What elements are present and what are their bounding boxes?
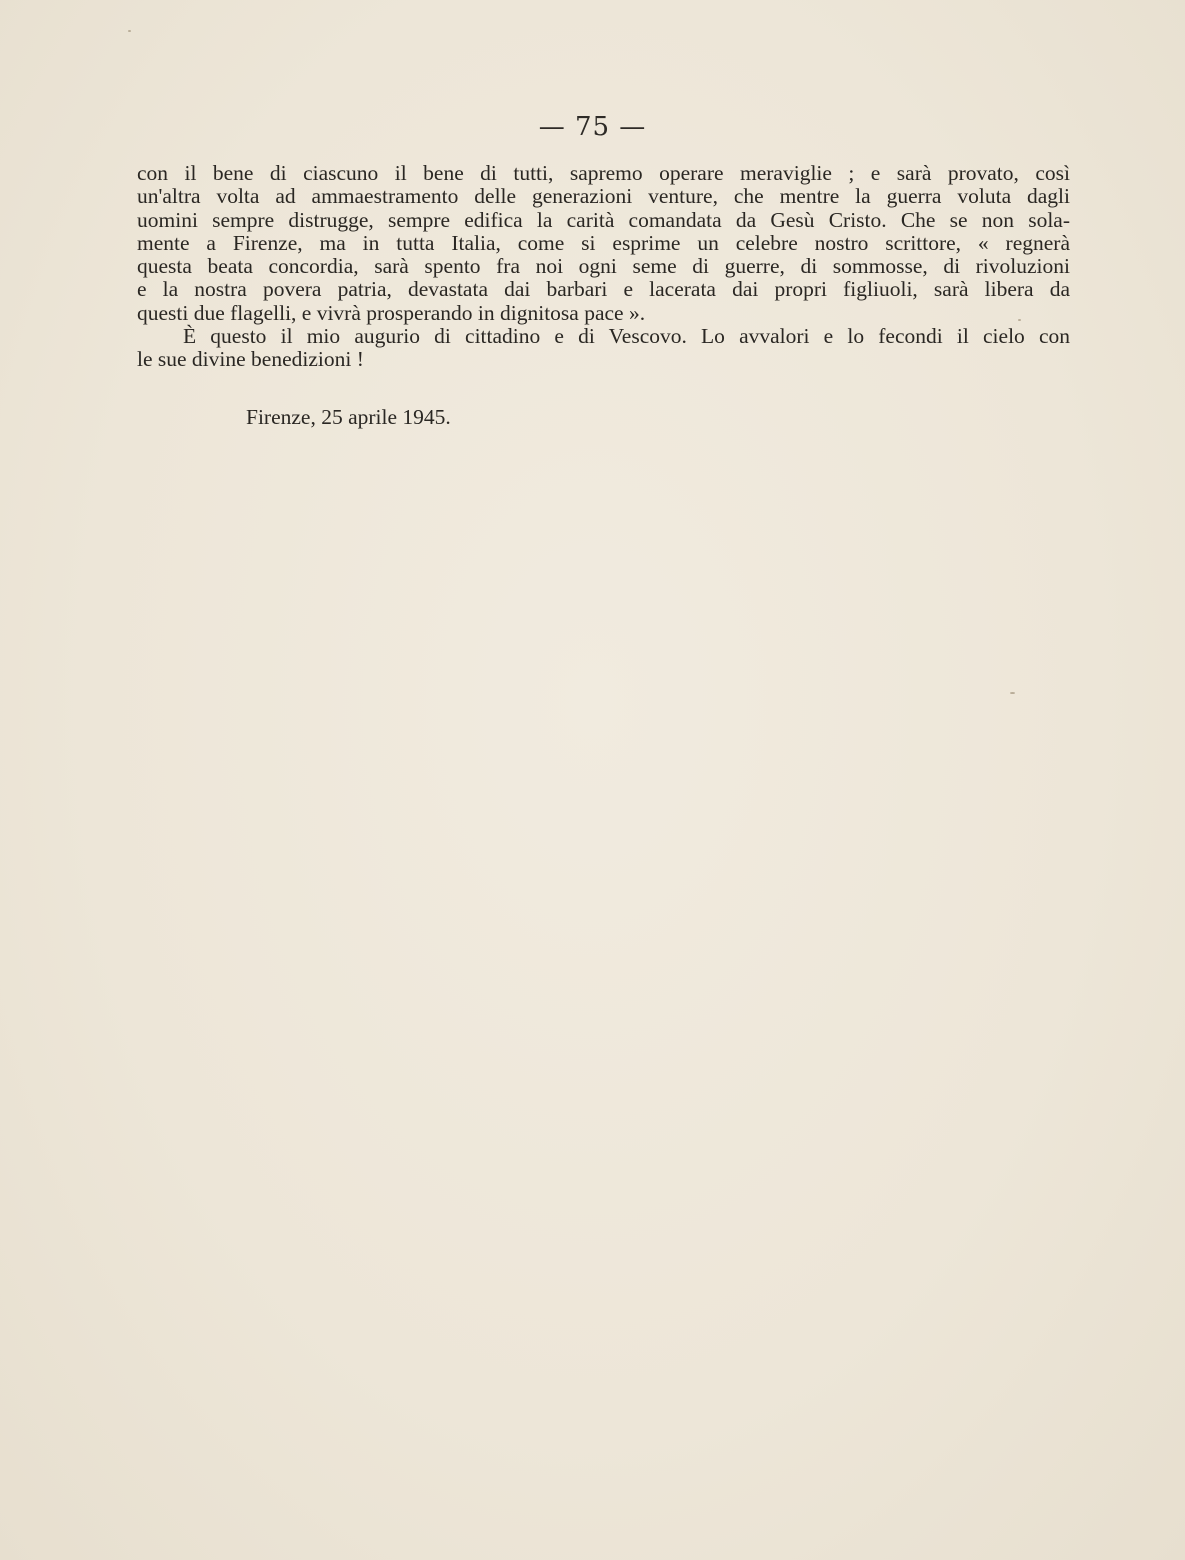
text-line: questi due flagelli, e vivrà prosperando in dignitosa pace ». [137, 300, 646, 325]
paper-speck [1018, 319, 1021, 321]
text-line: È questo il mio augurio di cittadino e di Vescovo. Lo avvalori e lo fecondi il cielo con [183, 324, 1070, 349]
paragraph-1 [137, 162, 1070, 325]
text-line: un'altra volta ad ammaestramento delle generazioni venture, che mentre la guerra voluta dagli [137, 184, 1070, 209]
paper-speck [1010, 692, 1015, 694]
body-text [137, 162, 1070, 372]
paper-speck [128, 30, 131, 32]
page-number: — 75 — [538, 112, 647, 142]
text-line: uomini sempre distrugge, sempre edifica la carità comandata da Gesù Cristo. Che se non sola- [137, 207, 1070, 232]
text-line: con il bene di ciascuno il bene di tutti, sapremo operare meraviglie ; e sarà provato, così [137, 161, 1070, 185]
text-line: e la nostra povera patria, devastata dai barbari e lacerata dai propri figliuoli, sarà libera da [137, 277, 1070, 302]
date-signoff: Firenze, 25 aprile 1945. [246, 405, 451, 429]
text-line: questa beata concordia, sarà spento fra noi ogni seme di guerre, di sommosse, di rivoluzioni [137, 254, 1070, 279]
text-line: le sue divine benedizioni ! [137, 347, 364, 372]
text-line: mente a Firenze, ma in tutta Italia, come si esprime un celebre nostro scrittore, « regnerà [137, 230, 1070, 255]
paragraph-2 [137, 325, 1070, 372]
